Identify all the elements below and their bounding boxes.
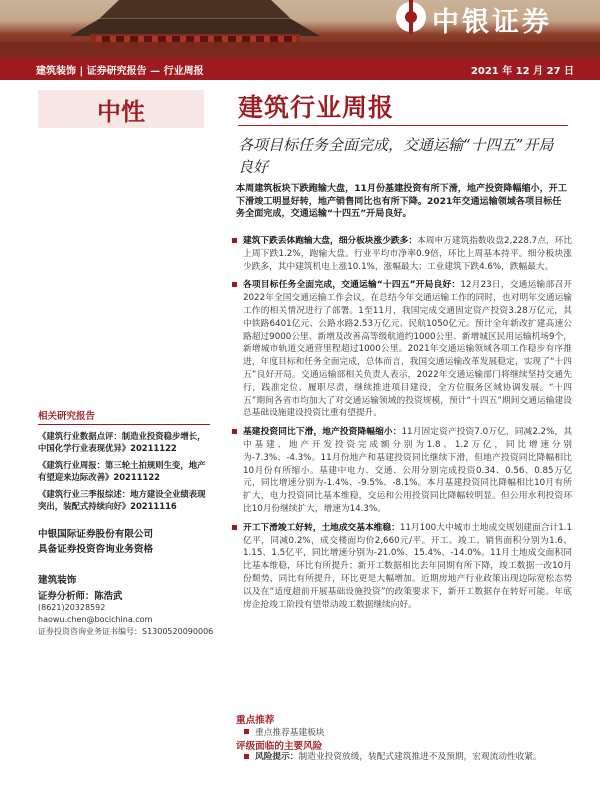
header-banner (0, 0, 600, 58)
company-info (38, 527, 153, 557)
brand-name: 中银证券 (432, 7, 552, 38)
report-subtitle: 各项目标任务全面完成，交通运输“十四五”开局良好 (238, 136, 554, 176)
bullet-square-icon (244, 729, 249, 734)
key-point-lead: 各项目标任务全面完成，交通运输“十四五”开局良好： (243, 280, 461, 291)
analyst-email[interactable]: haowu.chen@bocichina.com (38, 615, 153, 624)
key-point (232, 235, 572, 273)
related-divider (38, 424, 210, 425)
key-point (232, 279, 572, 420)
risk-heading: 评级面临的主要风险 (236, 741, 323, 752)
key-point-lead: 基建投资同比下滑，地产投资降幅缩小： (243, 427, 402, 438)
analyst-phone: (8621)20328592 (38, 603, 106, 612)
key-point-text: 11月100大中城市土地成交规划建面合计1.1亿平，同减0.2%，成交楼面均价2,660元/平。开工、竣工、销售面积分别为1.6、1.15、1.5亿平，同比增速分别为-21.0%、15.4%、-14.0%。11月土地成交面积同比基本维稳，环比有所提升；新开工数据相比去年同期有所下降，竣工数据一改10月份颓势，同比有所提升，环比更是大幅增加。近期房地产行业政策出现边际宽松态势以及在“适度超前开展基础设施投资”的政策要求下，新开工数据存在转好可能。年底房企抢竣工阶段有望带动竣工数据继续向好。 (243, 522, 573, 610)
summary-paragraph: 本周建筑板块下跌跑输大盘，11月份基建投资有所下滑，地产投资降幅缩小，开工下滑竣工明显好转，地产销售同比也有所下降。2021年交通运输领域各项目标任务全面完成，交通运输“十四五”开局良好。 (236, 184, 567, 219)
breadcrumb: 建筑装饰 | 证券研究报告 — 行业周报 (36, 66, 204, 77)
report-date: 2021 年 12 月 27 日 (470, 66, 574, 77)
palace-roof-upper (100, 0, 290, 18)
bullet-square-icon (232, 525, 237, 530)
report-title: 建筑行业周报 (238, 93, 395, 122)
key-point-text: 本周申万建筑指数收盘2,228.7点，环比上周下跌1.2%，跑输大盘。行业平均市净率0.9倍，环比上周基本持平。细分板块涨少跌多，其中建筑机电上涨10.1%，涨幅最大；工业建筑下跌4.6%，跌幅最大。 (243, 236, 573, 272)
boc-logo-icon (396, 2, 426, 32)
focus-item (244, 726, 325, 738)
related-report-link[interactable]: 《建筑行业三季报综述：地方建设全业绩表现突出，装配式持续向好》20211116 (38, 489, 206, 511)
company-name: 中银国际证券股份有限公司 (38, 529, 154, 540)
risk-note (244, 751, 570, 764)
risk-lead: 风险提示： (255, 752, 299, 762)
key-point-lead: 开工下滑竣工好转，土地成交基本维稳： (243, 522, 400, 533)
sector-label: 建筑装饰 (38, 575, 77, 586)
title-divider (238, 125, 568, 126)
bullet-square-icon (244, 754, 249, 759)
key-point (232, 522, 572, 612)
key-point (232, 426, 572, 516)
focus-item-text: 重点推荐基建板块 (255, 728, 325, 738)
related-heading: 相关研究报告 (38, 411, 96, 422)
related-report-link[interactable]: 《建筑行业数据点评：制造业投资稳步增长，中国化学行业表现优异》20211122 (38, 431, 206, 453)
header-bar (0, 58, 600, 80)
company-qualification: 具备证券投资咨询业务资格 (38, 544, 154, 555)
key-point-text: 12月23日，交通运输部召开2022年全国交通运输工作会议，在总结今年交通运输工作的同时，也对明年交通运输工作的相关情况进行了部署。1至11月，我国完成交通固定资产投资3.28万亿元，其中铁路6401亿元、公路水路2.53万亿元、民航1050亿元。预计全年新改扩建高速公路超过9000公里、新增及改善高等级航道约1000公里、新增城区民用运输机场9个，新增城市轨道交通营里程超过1000公里。2021年交通运输领域各项工作稳步有序推进，年度目标和任务全面完成，总体而言，我国交通运输改革发展稳定，实现了“十四五”良好开局。交通运输部相关负责人表示，2022年交通运输部门将继续坚持交通先行，践准定位、履职尽责，继续推进项目建设，全方位服务区域协调发展。“十四五”期间各省市均加大了对交通运输领域的投资规模，预计“十四五”期间交通运输建设总基础设施建设投资比重有望提升。 (243, 280, 573, 419)
bullet-square-icon (232, 238, 237, 243)
bullet-square-icon (232, 282, 237, 287)
analyst-contact (38, 602, 213, 638)
related-reports (38, 408, 210, 512)
analyst-name: 证券分析师：陈浩武 (38, 591, 123, 602)
related-report-link[interactable]: 《建筑行业周报：第三轮土拍规则生变，地产有望迎来边际改善》20211122 (38, 460, 206, 482)
analyst-certificate: 证券投资咨询业务证书编号：S1300520090006 (38, 627, 214, 636)
key-point-lead: 建筑下跌丢体跑输大盘，细分板块涨少跌多： (243, 236, 418, 246)
focus-heading: 重点推荐 (236, 715, 275, 726)
key-points (232, 235, 572, 617)
rating-label: 中性 (97, 97, 145, 126)
key-point-text: 11月固定资产投资7.0万亿，同减2.2%，其中基建、地产开发投资完成额分别为1.8、1.2万亿，同比增速分别为-7.3%、-4.3%。11月份地产和基建投资同比继续下滑，但地产投资同比降幅相比10月份有所缩小。基建中电力、交通、公用分别完成投资0.34、0.56、0.85万亿元，同比增速分别为-1.4%、-9.5%、-8.1%。本月基建投资同比降幅相比10月有所扩大，电力投资同比基本维稳，交运和公用投资同比降幅较明显。但公用水利投资环比10月份继续扩大，增速为14.3%。 (243, 427, 573, 514)
palace-wall (0, 42, 600, 58)
risk-text: 制造业投资放缓，装配式建筑推进不及预期，宏观流动性收紧。 (298, 752, 542, 762)
bullet-square-icon (232, 429, 237, 434)
rating-box (38, 90, 204, 128)
